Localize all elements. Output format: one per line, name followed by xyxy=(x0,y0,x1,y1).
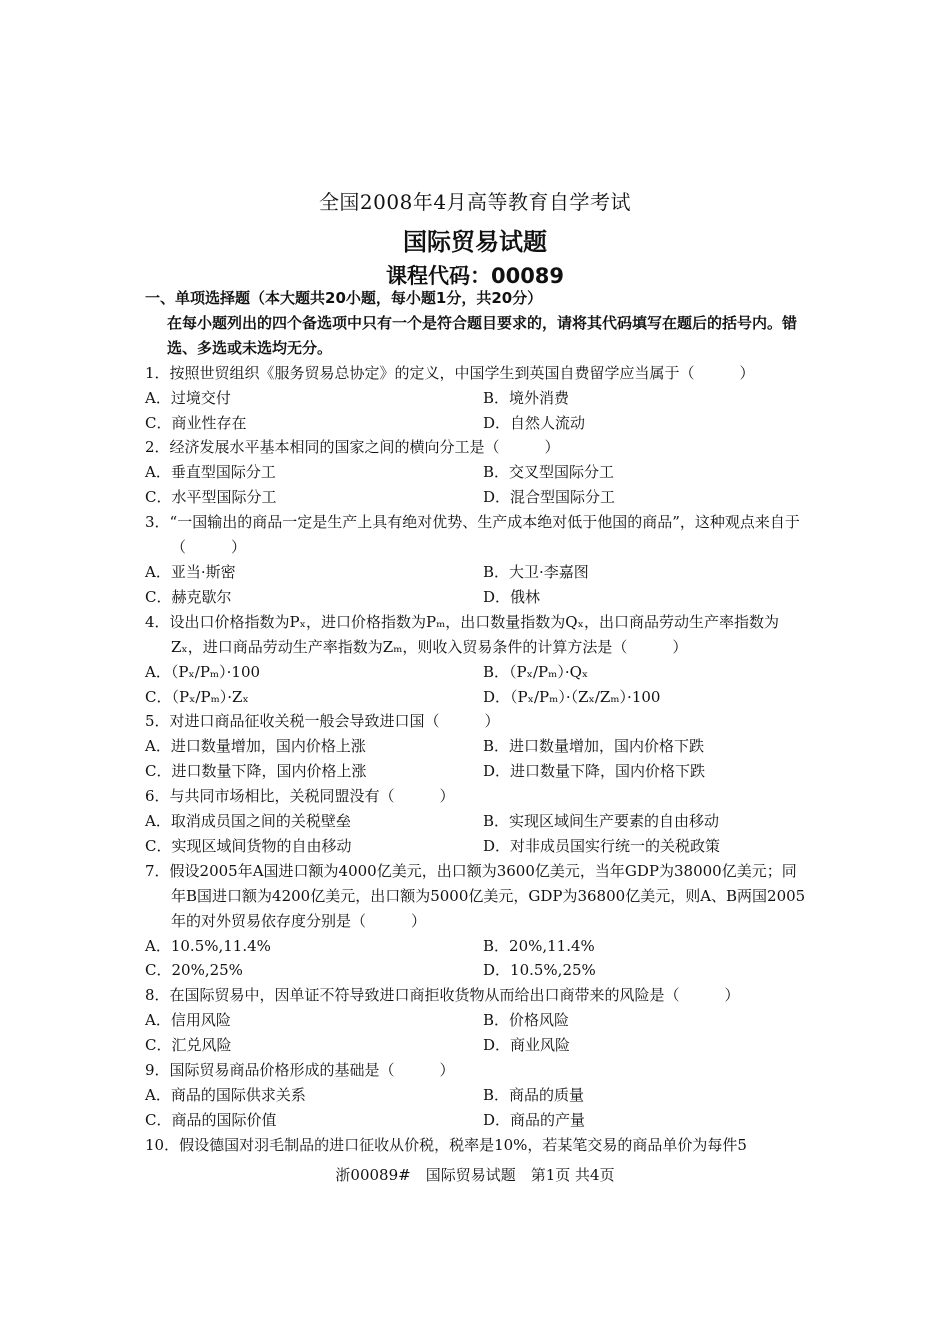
option-item: D．商品的产量 xyxy=(483,1110,586,1129)
option-item: C．20%,25% xyxy=(145,961,243,980)
option-item: A．10.5%,11.4% xyxy=(145,936,271,955)
question-options xyxy=(145,734,810,784)
option-item: D．自然人流动 xyxy=(483,413,586,432)
option-item: C．商品的国际价值 xyxy=(145,1110,277,1129)
option-item: B．交叉型国际分工 xyxy=(483,463,615,482)
question-stem: 5．对进口商品征收关税一般会导致进口国（ ） xyxy=(145,712,500,731)
question-stem: 2．经济发展水平基本相同的国家之间的横向分工是（ ） xyxy=(145,438,560,457)
option-item: C．商业性存在 xyxy=(145,413,247,432)
question-options xyxy=(145,1008,810,1058)
exam-header: 全国2008年4月高等教育自学考试 xyxy=(318,190,632,214)
option-item: B．价格风险 xyxy=(483,1011,570,1030)
question-options xyxy=(145,1083,810,1133)
section-title: 一、单项选择题（本大题共20小题，每小题1分，共20分） xyxy=(145,289,543,307)
option-item: D．10.5%,25% xyxy=(483,961,596,980)
question-options xyxy=(145,460,810,510)
option-item: A．（Pₓ/Pₘ）·100 xyxy=(145,662,261,681)
question-stem: 1．按照世贸组织《服务贸易总协定》的定义，中国学生到英国自费留学应当属于（ ） xyxy=(145,363,755,382)
option-item: C．进口数量下降，国内价格上涨 xyxy=(145,762,367,781)
question-stem: 8．在国际贸易中，因单证不符导致进口商拒收货物从而给出口商带来的风险是（ ） xyxy=(145,986,740,1005)
option-item: A．亚当·斯密 xyxy=(145,562,236,581)
option-item: D．进口数量下降，国内价格下跌 xyxy=(483,762,706,781)
question-list xyxy=(145,361,810,1133)
exam-title: 国际贸易试题 xyxy=(403,228,547,256)
question-options xyxy=(145,386,810,436)
option-item: D．（Pₓ/Pₘ）·（Zₓ/Zₘ）·100 xyxy=(483,687,661,706)
option-item: C．水平型国际分工 xyxy=(145,488,277,507)
option-item: D．商业风险 xyxy=(483,1036,571,1055)
question-options xyxy=(145,934,810,984)
question-stem: 7．假设2005年A国进口额为4000亿美元，出口额为3600亿美元，当年GDP为38000亿美元；同年B国进口额为4200亿美元，出口额为5000亿美元，GDP为36800亿美元，则A、B两国2005年的对外贸易依存度分别是（ ） xyxy=(145,861,806,930)
option-item: B．实现区域间生产要素的自由移动 xyxy=(483,812,720,831)
question-options xyxy=(145,560,810,610)
question-stem: 9．国际贸易商品价格形成的基础是（ ） xyxy=(145,1061,455,1080)
option-item: D．对非成员国实行统一的关税政策 xyxy=(483,836,721,855)
option-item: B．境外消费 xyxy=(483,388,570,407)
option-item: C．实现区域间货物的自由移动 xyxy=(145,836,352,855)
question-10-stem: 10．假设德国对羽毛制品的进口征收从价税，税率是10%，若某笔交易的商品单价为每件5 xyxy=(145,1135,747,1154)
option-item: A．垂直型国际分工 xyxy=(145,463,276,482)
question-options xyxy=(145,809,810,859)
option-item: C．汇兑风险 xyxy=(145,1036,232,1055)
question-stem: 6．与共同市场相比，关税同盟没有（ ） xyxy=(145,787,455,806)
option-item: A．过境交付 xyxy=(145,388,231,407)
course-code: 课程代码：00089 xyxy=(385,264,565,288)
question-stem: 3．“一国输出的商品一定是生产上具有绝对优势、生产成本绝对低于他国的商品”，这种观点来自于（ ） xyxy=(145,513,800,557)
option-item: D．俄林 xyxy=(483,587,541,606)
question-stem: 4．设出口价格指数为Pₓ，进口价格指数为Pₘ，出口数量指数为Qₓ，出口商品劳动生产率指数为Zₓ，进口商品劳动生产率指数为Zₘ，则收入贸易条件的计算方法是（ ） xyxy=(145,612,779,656)
option-item: B．进口数量增加，国内价格下跌 xyxy=(483,737,705,756)
option-item: A．信用风险 xyxy=(145,1011,231,1030)
section-instructions: 在每小题列出的四个备选项中只有一个是符合题目要求的，请将其代码填写在题后的括号内。错选、多选或未选均无分。 xyxy=(167,313,798,357)
option-item: B．20%,11.4% xyxy=(483,936,595,955)
exam-content xyxy=(145,286,810,1158)
option-item: B．大卫·李嘉图 xyxy=(483,562,589,581)
question-options xyxy=(145,660,810,710)
option-item: B．（Pₓ/Pₘ）·Qₓ xyxy=(483,662,589,681)
page-footer: 浙00089# 国际贸易试题 第1页 共4页 xyxy=(335,1166,615,1184)
option-item: A．商品的国际供求关系 xyxy=(145,1086,306,1104)
option-item: A．进口数量增加，国内价格上涨 xyxy=(145,737,366,756)
option-item: C．（Pₓ/Pₘ）·Zₓ xyxy=(145,687,249,706)
option-item: B．商品的质量 xyxy=(483,1086,585,1104)
option-item: D．混合型国际分工 xyxy=(483,488,616,507)
option-item: C．赫克歇尔 xyxy=(145,587,232,606)
option-item: A．取消成员国之间的关税壁垒 xyxy=(145,812,351,831)
